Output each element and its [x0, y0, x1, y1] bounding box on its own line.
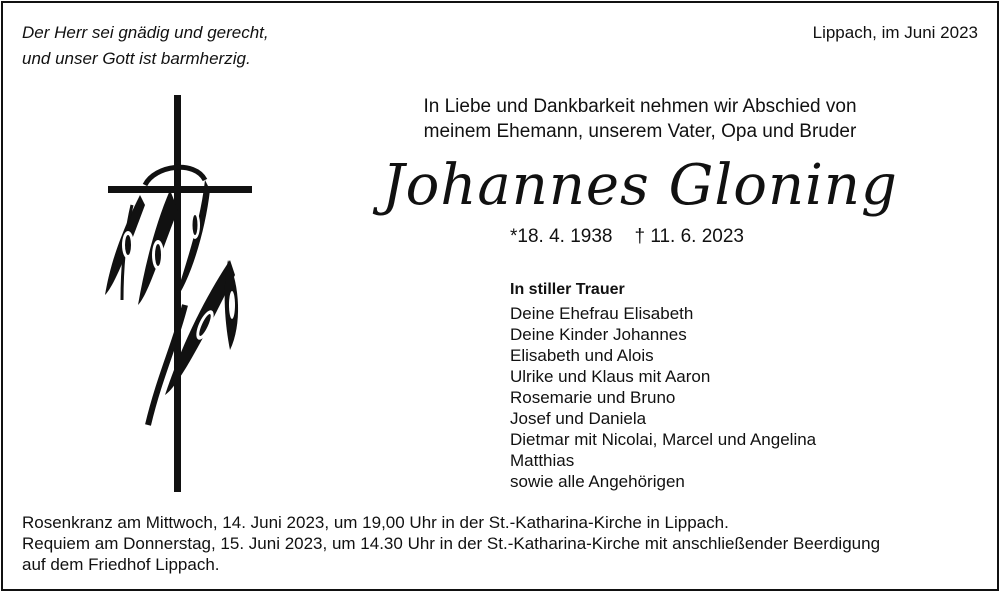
- mourner-item: Deine Ehefrau Elisabeth: [510, 304, 694, 323]
- life-dates: [510, 224, 744, 250]
- service-line-1: Rosenkranz am Mittwoch, 14. Juni 2023, um 19,00 Uhr in der St.-Katharina-Kirche in Lippach.: [22, 513, 729, 532]
- cross-with-wheat-icon: [100, 95, 260, 495]
- service-info: [22, 512, 880, 575]
- mourners-title: In stiller Trauer: [510, 281, 625, 298]
- death-date: † 11. 6. 2023: [634, 226, 745, 247]
- mourner-item: sowie alle Angehörigen: [510, 472, 685, 491]
- intro-line-1: In Liebe und Dankbarkeit nehmen wir Abschied von: [423, 96, 857, 117]
- service-line-3: auf dem Friedhof Lippach.: [22, 555, 220, 574]
- birth-date: *18. 4. 1938: [510, 226, 613, 247]
- intro-line-2: meinem Ehemann, unserem Vater, Opa und Bruder: [423, 121, 857, 142]
- mourners-list: [510, 303, 816, 492]
- mourner-item: Elisabeth und Alois: [510, 346, 654, 365]
- mourner-item: Rosemarie und Bruno: [510, 388, 676, 407]
- mourner-item: Dietmar mit Nicolai, Marcel und Angelina: [510, 430, 817, 449]
- verse-line-1: Der Herr sei gnädig und gerecht,: [22, 23, 269, 42]
- mourner-item: Matthias: [510, 451, 575, 470]
- mourner-item: Josef und Daniela: [510, 409, 647, 428]
- service-line-2: Requiem am Donnerstag, 15. Juni 2023, um 14.30 Uhr in der St.-Katharina-Kirche mit anschließender Beerdigung: [22, 534, 881, 553]
- place-date: Lippach, im Juni 2023: [812, 23, 978, 42]
- intro-text: [330, 94, 950, 144]
- mourner-item: Deine Kinder Johannes: [510, 325, 687, 344]
- verse-line-2: und unser Gott ist barmherzig.: [22, 49, 251, 68]
- bible-verse: [22, 20, 269, 72]
- mourner-item: Ulrike und Klaus mit Aaron: [510, 367, 711, 386]
- deceased-name: Johannes Gloning: [382, 153, 898, 218]
